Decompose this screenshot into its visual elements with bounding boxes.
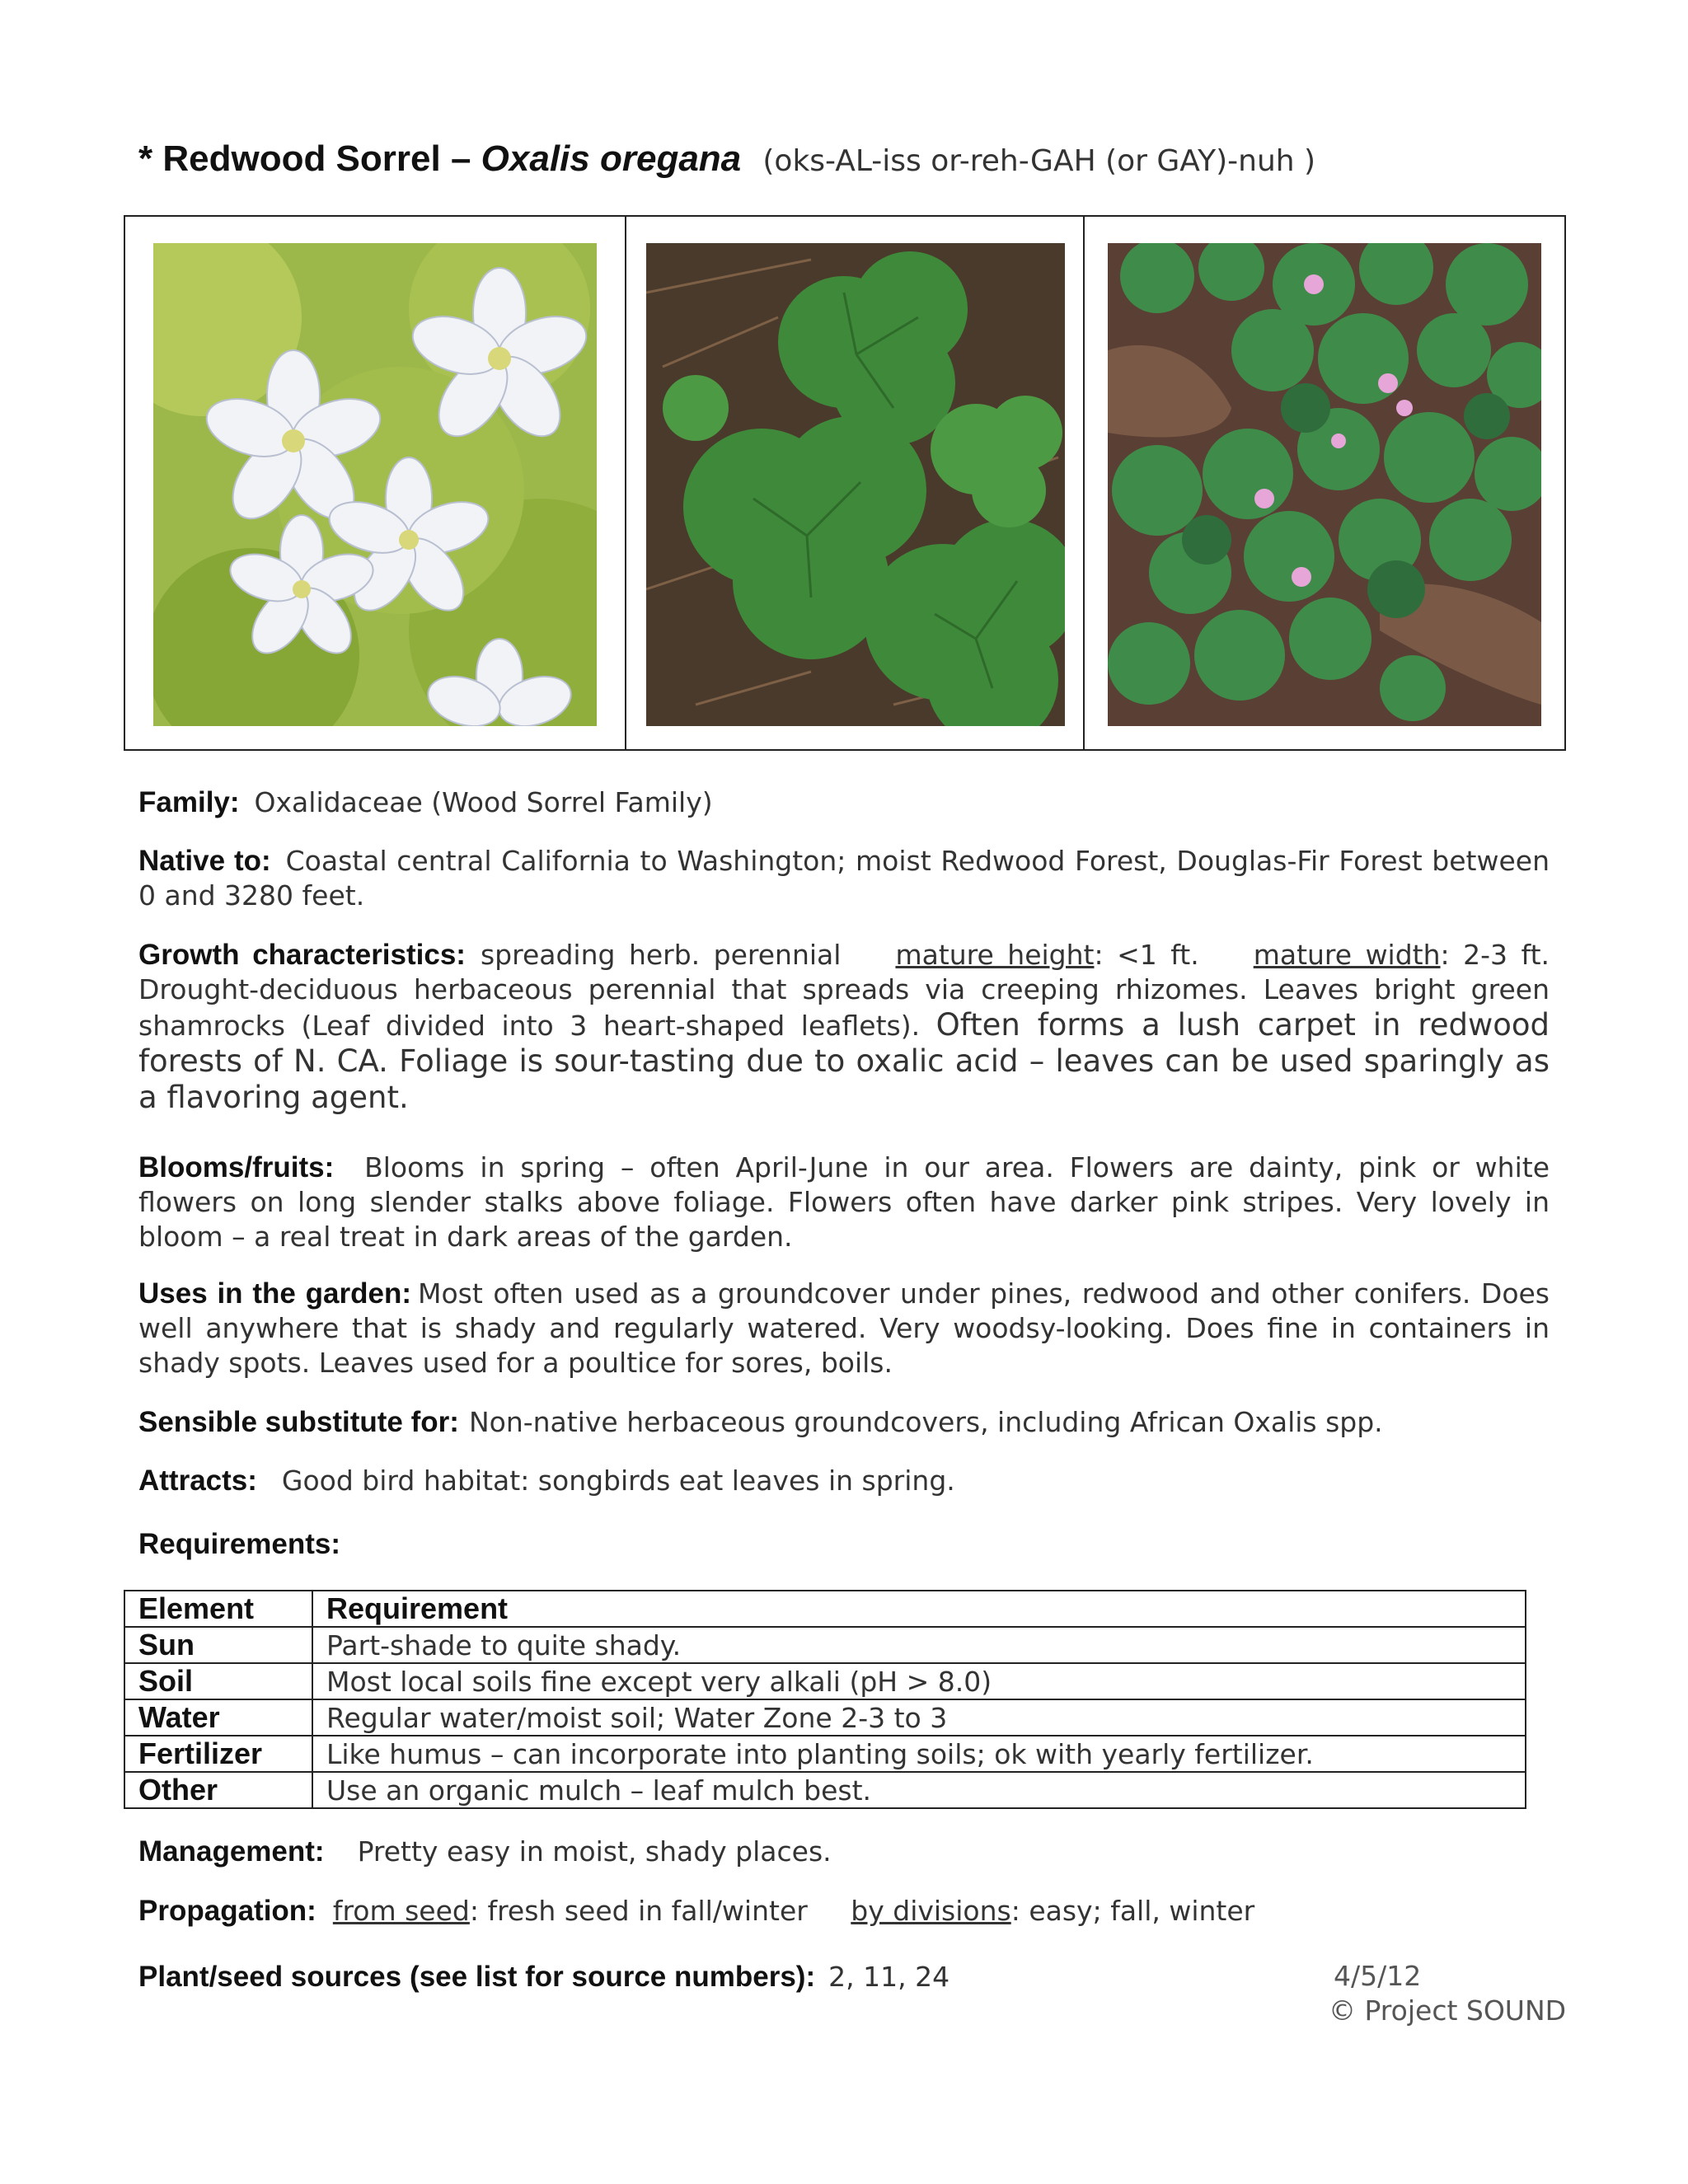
sources-label: Plant/seed sources [138, 1961, 402, 1993]
requirement-cell: Part-shade to quite shady. [312, 1627, 1526, 1663]
photo-cell [625, 217, 1083, 749]
growth-label: Growth characteristics: [138, 939, 466, 971]
common-name: * Redwood Sorrel – [138, 138, 471, 179]
blooms-text: Blooms in spring – often April-June in our area. Flowers are dainty, pink or white flowers on long slender stalks above foliage. Flowers often have darker pink stripes. Very lovely in bloom – a real treat in dark areas of the garden. [138, 1151, 1550, 1253]
column-header-requirement: Requirement [312, 1591, 1526, 1627]
table-row [124, 1627, 1526, 1663]
requirements-heading [138, 1527, 1550, 1562]
photo-strip [124, 215, 1566, 751]
from-seed-text: : fresh seed in fall/winter [469, 1895, 808, 1927]
family-text: Oxalidaceae (Wood Sorrel Family) [254, 786, 713, 818]
management-section [138, 1835, 1550, 1869]
growth-notes: Often forms a lush carpet in redwood forests of N. CA. Foliage is sour-tasting due to oxalic acid – leaves can be used sparingly as a flavoring agent. [138, 1007, 1550, 1115]
redwood-sorrel-carpet-photo [1108, 243, 1541, 726]
requirement-cell: Use an organic mulch – leaf mulch best. [312, 1772, 1526, 1808]
by-divisions-label: by divisions [851, 1895, 1011, 1927]
by-divisions-text: : easy; fall, winter [1010, 1895, 1255, 1927]
element-cell: Water [124, 1699, 312, 1736]
management-label: Management: [138, 1835, 325, 1868]
photo-cell [125, 217, 625, 749]
table-header-row [124, 1591, 1526, 1627]
uses-text: Most often used as a groundcover under pines, redwood and other conifers. Does well anywhere that is shady and regularly watered. Very woodsy-looking. Does fine in containers in shady spots. Leaves used for a poultice for sores, boils. [138, 1277, 1550, 1379]
requirement-cell: Most local soils fine except very alkali (pH > 8.0) [312, 1663, 1526, 1699]
requirements-table [124, 1590, 1526, 1809]
propagation-label: Propagation: [138, 1895, 316, 1927]
native-text: Coastal central California to Washington; moist Redwood Forest, Douglas-Fir Forest between 0 and 3280 feet. [138, 845, 1550, 912]
uses-label: Uses in the garden: [138, 1277, 411, 1310]
growth-description: Drought-deciduous herbaceous perennial that spreads via creeping rhizomes. Leaves bright green shamrocks (Leaf divided into 3 heart-shaped leaflets). [138, 973, 1550, 1042]
mature-width-label: mature width [1253, 939, 1441, 971]
mature-width-value: : 2-3 ft. [1440, 939, 1550, 971]
element-cell: Other [124, 1772, 312, 1808]
requirement-cell: Like humus – can incorporate into planting soils; ok with yearly fertilizer. [312, 1736, 1526, 1772]
scientific-name: Oxalis oregana [481, 138, 742, 179]
white-oxalis-flowers-photo [153, 243, 597, 726]
clover-leaves-photo [646, 243, 1065, 726]
native-section [138, 844, 1550, 913]
attracts-text: Good bird habitat: songbirds eat leaves in spring. [281, 1465, 955, 1497]
blooms-label: Blooms/fruits: [138, 1151, 335, 1183]
table-row [124, 1699, 1526, 1736]
sources-text: 2, 11, 24 [828, 1961, 950, 1993]
column-header-element: Element [124, 1591, 312, 1627]
from-seed-label: from seed [332, 1895, 470, 1927]
table-row [124, 1736, 1526, 1772]
blooms-section [138, 1151, 1550, 1254]
family-section [138, 785, 1550, 820]
element-cell: Soil [124, 1663, 312, 1699]
photo-cell [1083, 217, 1564, 749]
mature-height-value: : <1 ft. [1094, 939, 1199, 971]
sources-section [138, 1960, 1292, 1994]
requirements-label: Requirements: [138, 1528, 341, 1560]
native-label: Native to: [138, 845, 271, 877]
growth-type: spreading herb. perennial [480, 939, 842, 971]
requirement-cell: Regular water/moist soil; Water Zone 2-3 to 3 [312, 1699, 1526, 1736]
attracts-section [138, 1464, 1550, 1498]
substitute-label: Sensible substitute for: [138, 1406, 459, 1438]
copyright: © Project SOUND [1329, 1994, 1567, 2027]
substitute-text: Non-native herbaceous groundcovers, including African Oxalis spp. [468, 1406, 1383, 1438]
revision-date: 4/5/12 [1334, 1960, 1422, 1992]
propagation-section [138, 1894, 1550, 1929]
element-cell: Sun [124, 1627, 312, 1663]
table-row [124, 1663, 1526, 1699]
table-row [124, 1772, 1526, 1808]
attracts-label: Attracts: [138, 1465, 257, 1497]
substitute-section [138, 1405, 1550, 1440]
family-label: Family: [138, 786, 240, 818]
uses-section [138, 1277, 1550, 1380]
pronunciation: (oks-AL-iss or-reh-GAH (or GAY)-nuh ) [762, 144, 1316, 178]
growth-section [138, 938, 1550, 1116]
mature-height-label: mature height [895, 939, 1095, 971]
management-text: Pretty easy in moist, shady places. [357, 1835, 832, 1868]
page-title [138, 138, 1315, 180]
sources-note: (see list for source numbers): [410, 1961, 816, 1993]
element-cell: Fertilizer [124, 1736, 312, 1772]
